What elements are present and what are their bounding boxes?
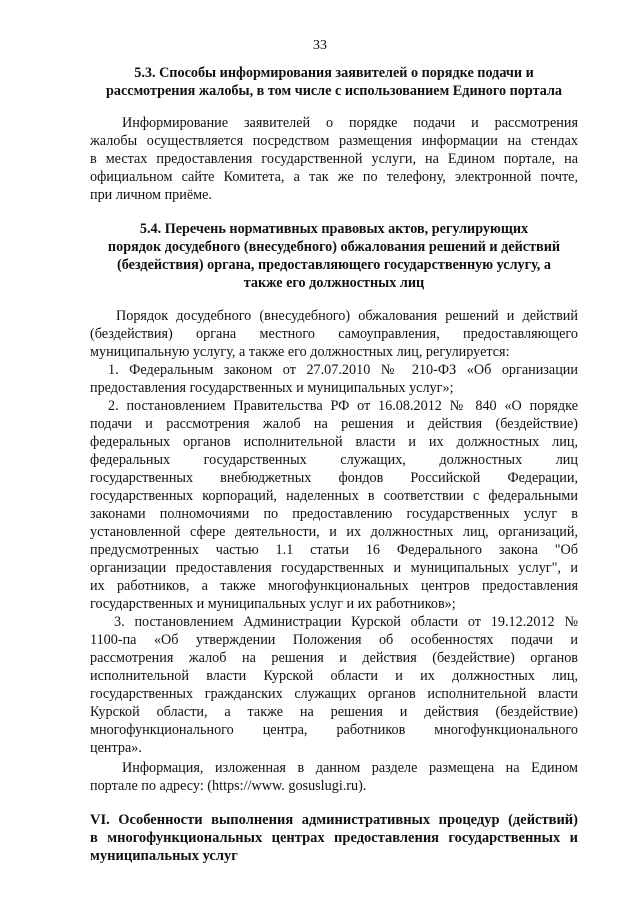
section-5-4-text-line: федеральных органов исполнительной власти и их должностных лиц, — [90, 434, 578, 450]
section-5-4-text-line: предусмотренных частью 1.1 статьи 16 Федерального закона "Об — [90, 542, 578, 558]
section-5-4-text-line: государственных корпораций, наделенных в соответствии с федеральными — [90, 488, 578, 504]
section-5-4-text-line: федеральных государственных служащих, должностных лиц — [90, 452, 578, 468]
section-5-4-text-line: их работников, а также многофункциональных центров предоставления — [90, 578, 578, 594]
section-5-4-text-line: многофункционального центра, работников многофункционального — [90, 722, 578, 738]
section-5-4-text-line: государственных гражданских служащих органов исполнительной власти — [90, 686, 578, 702]
section-5-4-text-line: подачи и рассмотрения жалоб на решения и действия (бездействие) — [90, 416, 578, 432]
section-5-4-text-line: государственных и муниципальных услуг и их работников»; — [90, 596, 456, 612]
section-5-4-text-line: 2. постановлением Правительства РФ от 16.08.2012 № 840 «О порядке — [108, 398, 578, 414]
section-5-4-text-line: государственных внебюджетных фондов Российской Федерации, — [90, 470, 578, 486]
section-5-3-heading-line-2: рассмотрения жалобы, в том числе с использованием Единого портала — [105, 83, 562, 99]
section-5-4-heading-line-3: (бездействия) органа, предоставляющего государственную услугу, а — [117, 257, 551, 273]
section-5-4-heading-line-2: порядок досудебного (внесудебного) обжалования решений и действий — [107, 239, 561, 255]
section-5-4-text-line: центра». — [90, 740, 142, 756]
section-5-4-text-line: 1100-па «Об утверждении Положения об особенностях подачи и — [90, 632, 578, 648]
section-5-4-text-line: предоставления государственных и муниципальных услуг»; — [90, 380, 454, 396]
section-5-4-text-line: 3. постановлением Администрации Курской области от 19.12.2012 № — [114, 614, 578, 630]
section-5-3-text-line: в местах предоставления государственной услуги, на Едином портале, на — [90, 151, 578, 167]
section-5-4-text-line: Порядок досудебного (внесудебного) обжалования решений и действий — [116, 308, 578, 324]
section-5-4-text-line: Информация, изложенная в данном разделе размещена на Едином — [122, 760, 578, 776]
section-5-4-text-line: портале по адресу: (https://www. gosuslugi.ru). — [90, 778, 367, 794]
section-5-4-text-line: 1. Федеральным законом от 27.07.2010 № 210-ФЗ «Об организации — [108, 362, 578, 378]
section-5-4-text-line: исполнительной власти Курской области и их должностных лиц, — [90, 668, 578, 684]
section-6-heading-line-3: муниципальных услуг — [90, 848, 238, 864]
section-5-4-text-line: законами полномочиями по предоставлению государственных услуг в — [90, 506, 578, 522]
section-5-4-text-line: Курской области, а также на решения и действия (бездействие) — [90, 704, 578, 720]
section-5-4-text-line: рассмотрения жалоб на решения и действия (бездействие) органов — [90, 650, 578, 666]
section-6-heading-line-2: в многофункциональных центрах предоставления государственных и — [90, 830, 578, 846]
section-5-4-heading-line-1: 5.4. Перечень нормативных правовых актов, регулирующих — [139, 221, 529, 237]
section-6-heading-line-1: VI. Особенности выполнения административных процедур (действий) — [90, 812, 578, 828]
section-5-3-text-line: при личном приёме. — [90, 187, 212, 203]
section-5-4-text-line: (бездействия) органа местного самоуправления, предоставляющего — [90, 326, 578, 342]
section-5-4-text-line: установленной сфере деятельности, и их должностных лиц, организаций, — [90, 524, 578, 540]
page-number: 33 — [313, 38, 327, 53]
section-5-3-text-line: Информирование заявителей о порядке подачи и рассмотрения — [122, 115, 578, 131]
section-5-4-text-line: организации предоставления государственных и муниципальных услуг", и — [90, 560, 578, 576]
section-5-3-text-line: официальном сайте Комитета, а так же по телефону, электронной почте, — [90, 169, 578, 185]
section-5-4-text-line: муниципальную услугу, а также его должностных лиц, регулируется: — [90, 344, 510, 360]
section-5-4-heading-line-4: также его должностных лиц — [243, 275, 425, 291]
section-5-3-heading-line-1: 5.3. Способы информирования заявителей о порядке подачи и — [134, 65, 534, 81]
section-5-3-text-line: жалобы осуществляется посредством размещения информации на стендах — [90, 133, 578, 149]
